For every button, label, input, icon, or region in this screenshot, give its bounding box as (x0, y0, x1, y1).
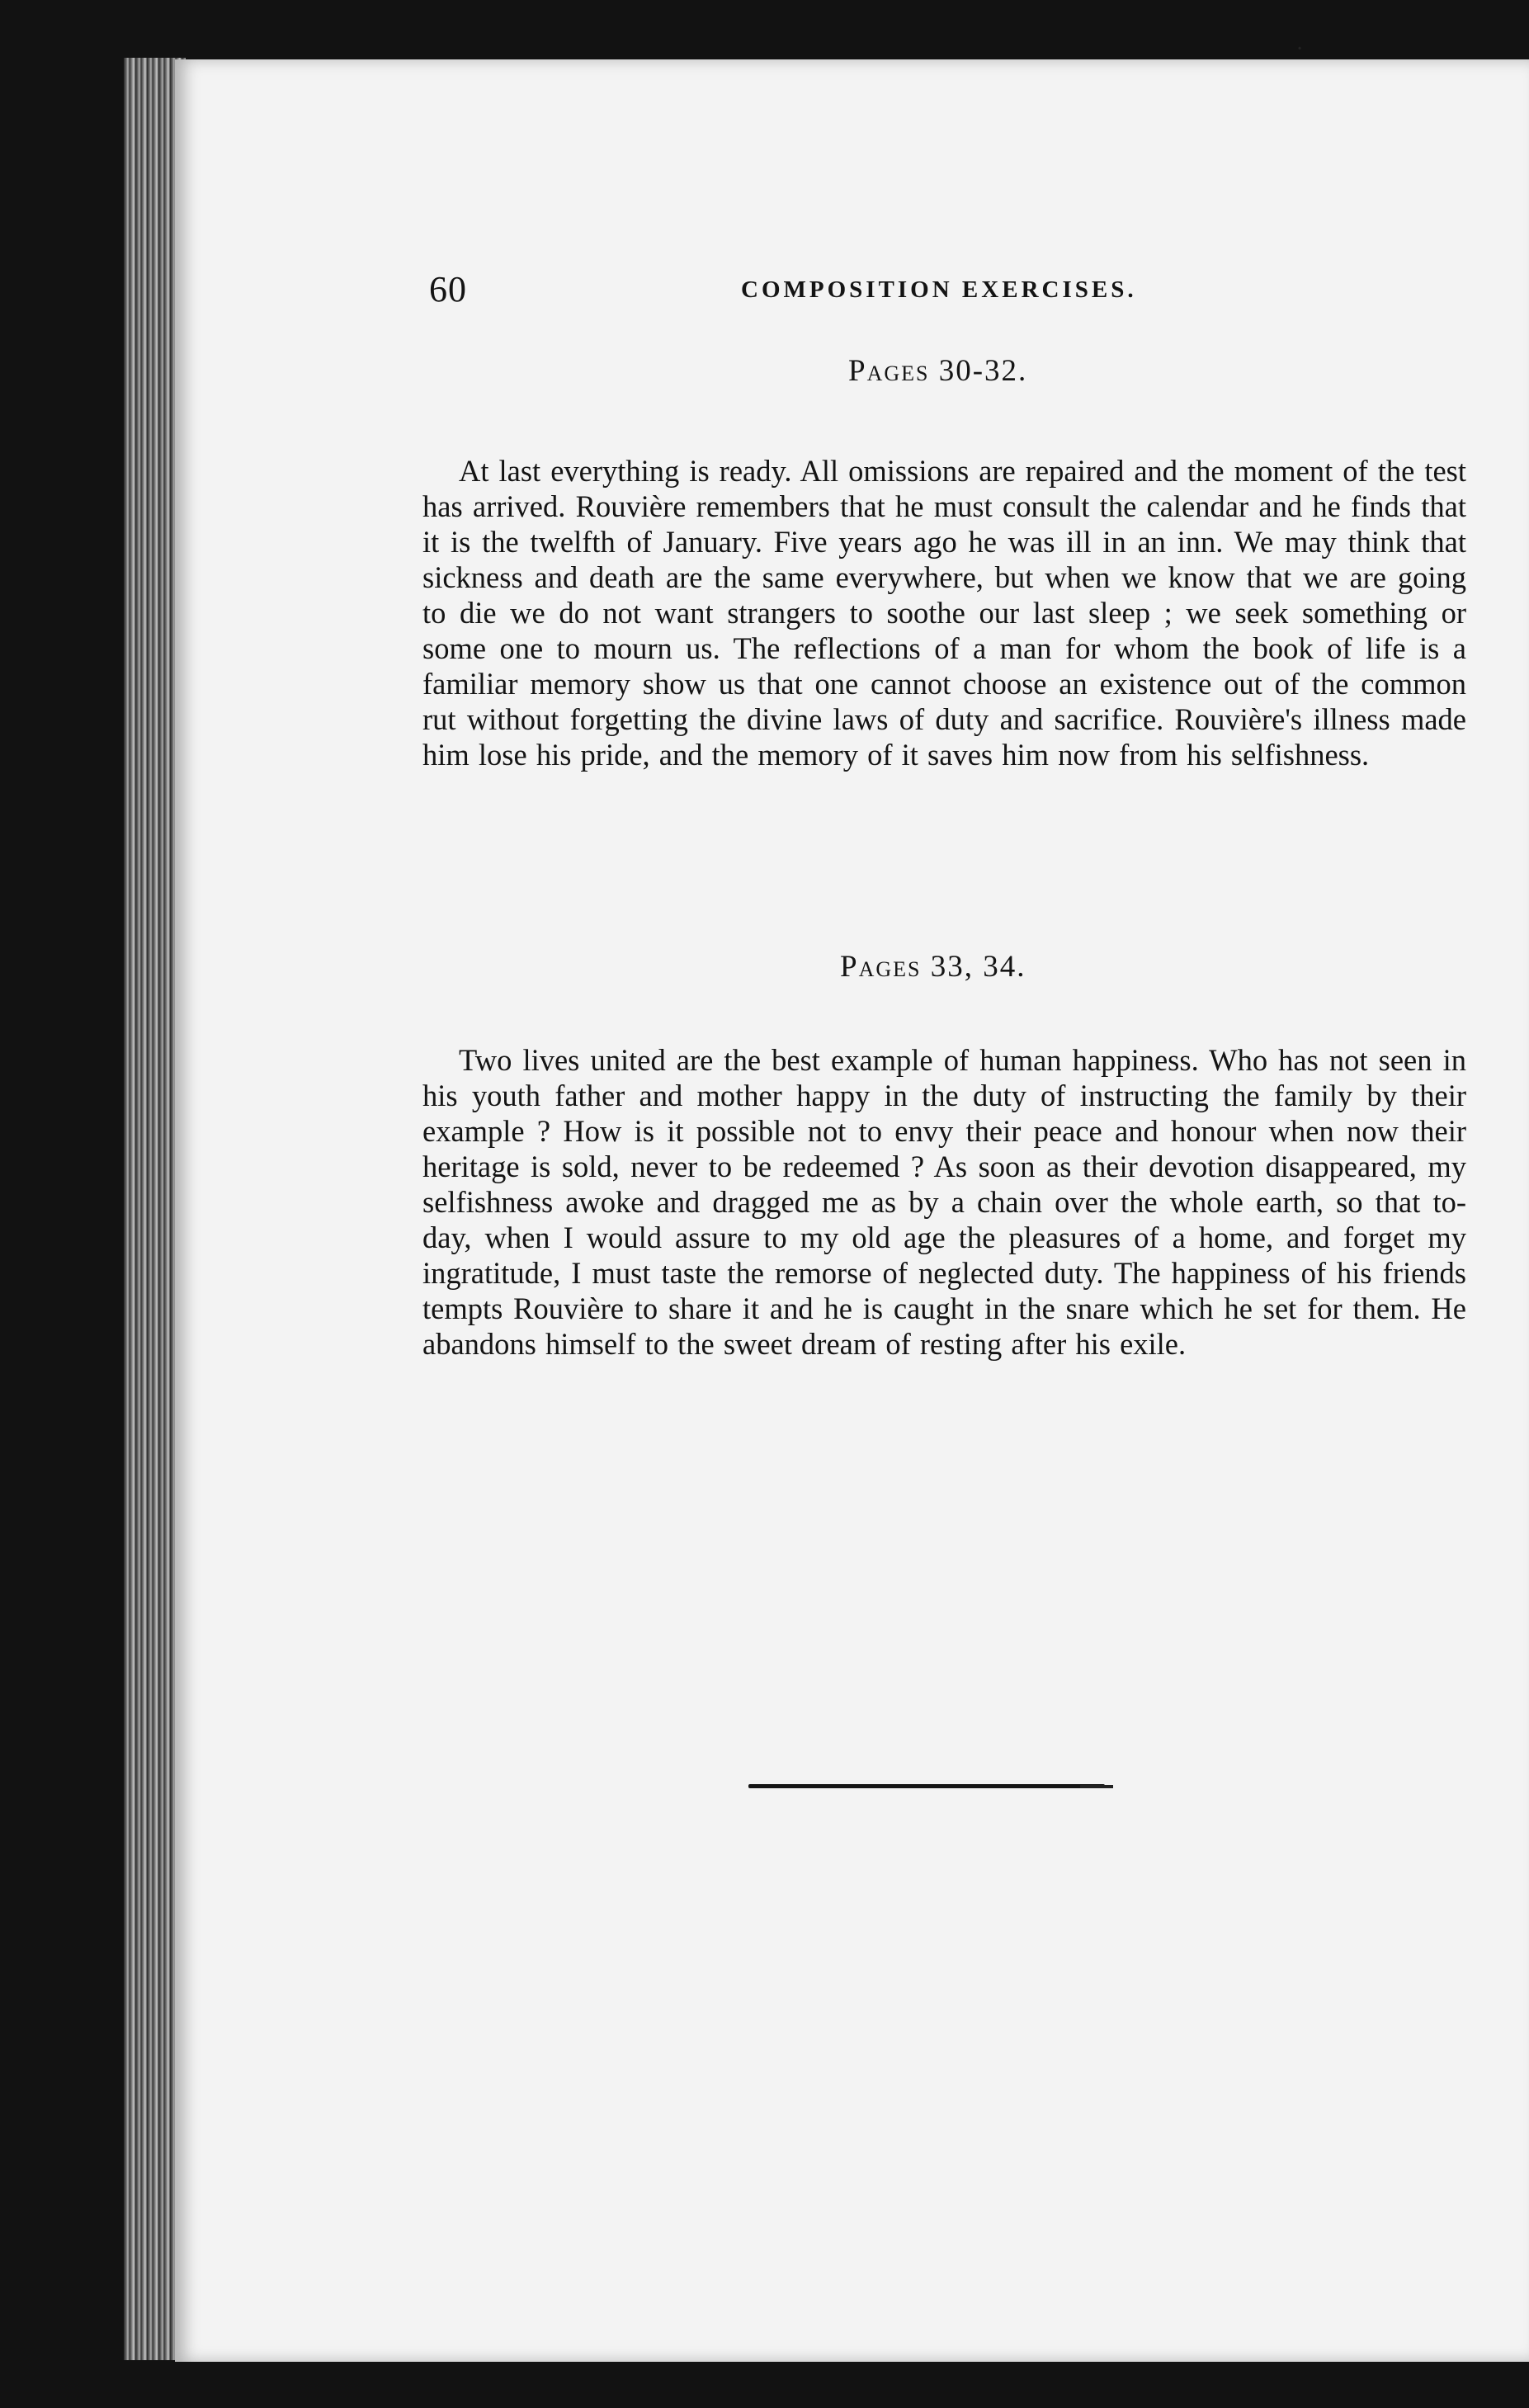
section-heading: Pages 33, 34. (840, 950, 1026, 984)
section-paragraph: At last everything is ready. All omissions are repaired and the moment of the test has arrived. Rouvière remembers that he must consult the calendar and he finds that it is the twelfth of January. Five years ago he was ill in an inn. We may think that sickness and death are the same everywhere, but when we know that we are going to die we do not want strangers to soothe our last sleep ; we seek something or some one to mourn us. The reflections of a man for whom the book of life is a familiar memory show us that one cannot choose an existence out of the common rut without forgetting the divine laws of duty and sacrifice. Rouvière's illness made him lose his pride, and the memory of it saves him now from his selfishness. (422, 453, 1466, 772)
section-heading: Pages 30-32. (848, 354, 1028, 388)
section-paragraph: Two lives united are the best example of human happiness. Who has not seen in his youth father and mother happy in the duty of instructing the family by their example ? How is it possible not to envy their peace and honour when now their heritage is sold, never to be redeemed ? As soon as their devotion disappeared, my selfishness awoke and dragged me as by a chain over the whole earth, so that to-day, when I would assure to my old age the pleasures of a home, and forget my ingratitude, I must taste the remorse of neglected duty. The happiness of his friends tempts Rouvière to share it and he is caught in the snare which he set for them. He abandons himself to the sweet dream of resting after his exile. (422, 1042, 1466, 1361)
page-number: 60 (429, 269, 467, 309)
end-rule-divider (748, 1784, 1105, 1788)
running-title: COMPOSITION EXERCISES. (741, 276, 1137, 303)
